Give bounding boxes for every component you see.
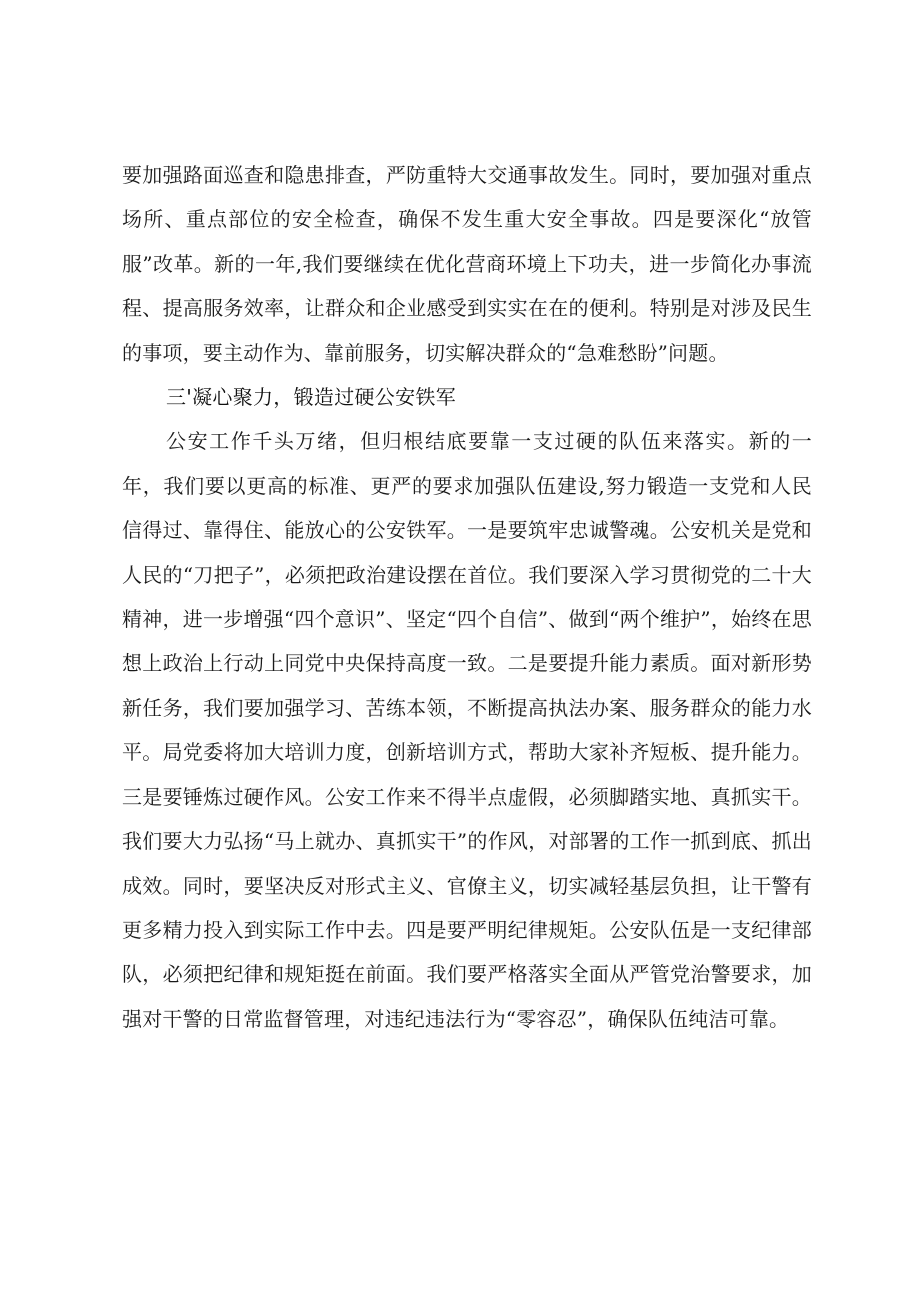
paragraph-body: 公安工作千头万绪，但归根结底要靠一支过硬的队伍来落实。新的一年，我们要以更高的标准、更严的要求加强队伍建设,努力锻造一支党和人民信得过、靠得住、能放心的公安铁军。一是要筑牢忠诚警魂。公安机关是党和人民的“刀把子”，必须把政治建设摆在首位。我们要深入学习贯彻党的二十大精神，进一步增强“四个意识”、坚定“四个自信”、做到“两个维护”，始终在思想上政治上行动上同党中央保持高度一致。二是要提升能力素质。面对新形势新任务，我们要加强学习、苦练本领，不断提高执法办案、服务群众的能力水平。局党委将加大培训力度，创新培训方式，帮助大家补齐短板、提升能力。三是要锤炼过硬作风。公安工作来不得半点虚假，必须脚踏实地、真抓实干。我们要大力弘扬“马上就办、真抓实干”的作风，对部署的工作一抓到底、抓出成效。同时，要坚决反对形式主义、官僚主义，切实减轻基层负担，让干警有更多精力投入到实际工作中去。四是要严明纪律规矩。公安队伍是一支纪律部队，必须把纪律和规矩挺在前面。我们要严格落实全面从严管党治警要求，加强对干警的日常监督管理，对违纪违法行为“零容忍”，确保队伍纯洁可靠。	[122, 429, 812, 1031]
paragraph-continued: 要加强路面巡查和隐患排查，严防重特大交通事故发生。同时，要加强对重点场所、重点部位的安全检查，确保不发生重大安全事故。四是要深化“放管服”改革。新的一年,我们要继续在优化营商环境上下功夫，进一步简化办事流程、提高服务效率，让群众和企业感受到实实在在的便利。特别是对涉及民生的事项，要主动作为、靠前服务，切实解决群众的“急难愁盼”问题。	[122, 163, 812, 365]
section-heading: 三'凝心聚力，锻造过硬公安铁军	[166, 385, 456, 410]
document-body	[122, 153, 812, 1041]
